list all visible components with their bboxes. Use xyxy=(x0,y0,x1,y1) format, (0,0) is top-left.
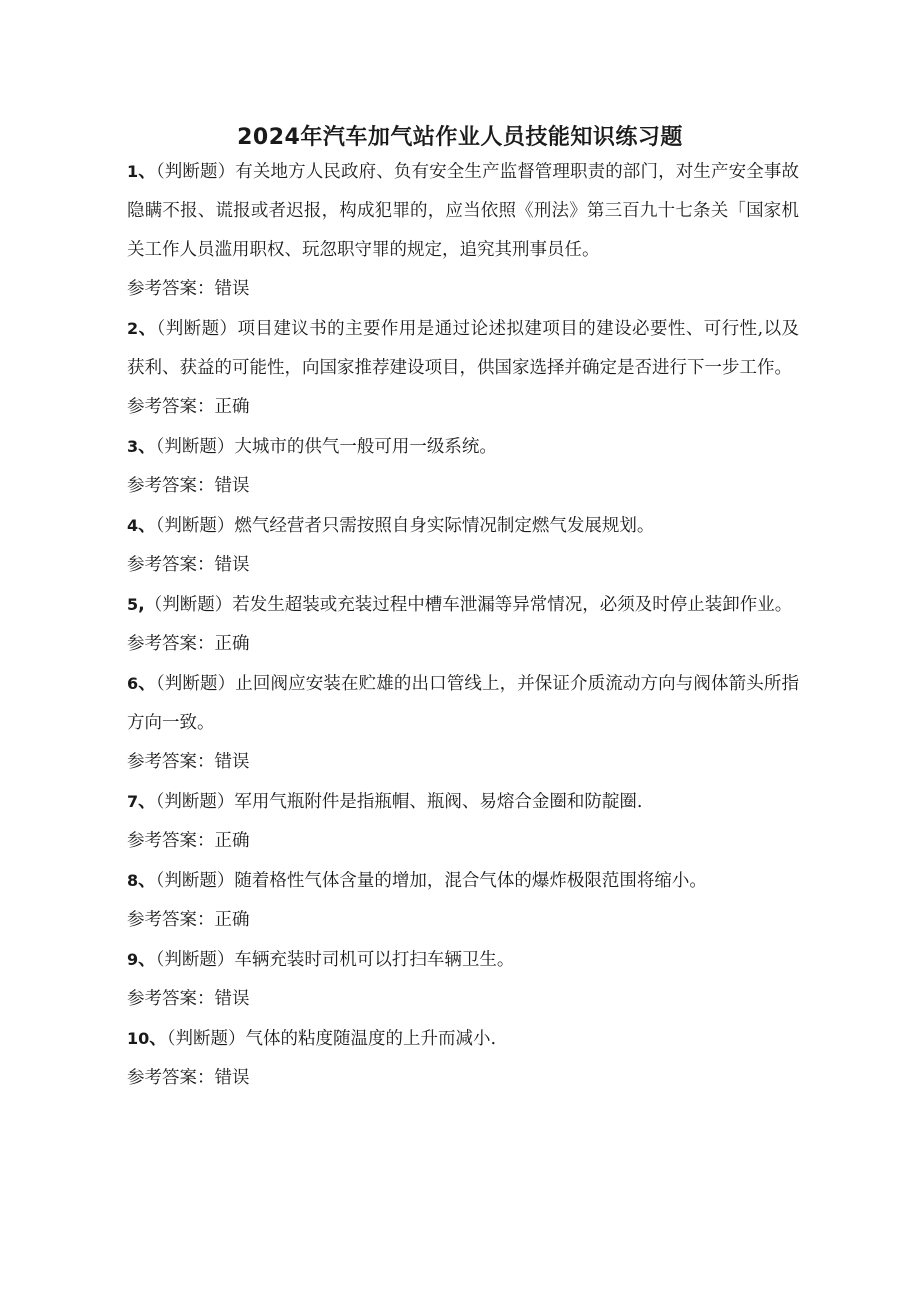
question-separator: 、 xyxy=(138,792,156,812)
question-text: 气体的粘度随温度的上升而减小. xyxy=(245,1029,497,1049)
question-type: （判断题） xyxy=(155,674,236,694)
question-text: 大城市的供气一般可用一级系统。 xyxy=(234,437,497,457)
question-1 xyxy=(127,152,799,270)
question-number: 6 xyxy=(127,674,139,693)
answer-value: 正确 xyxy=(214,831,250,851)
question-separator: 、 xyxy=(138,162,156,182)
question-text: 若发生超装或充装过程中槽车泄漏等异常情况，必须及时停止装卸作业。 xyxy=(232,595,793,615)
answer-label: 参考答案： xyxy=(127,279,215,299)
question-5 xyxy=(127,585,799,625)
question-type: （判断题） xyxy=(156,319,238,339)
question-separator: 、 xyxy=(138,871,156,891)
question-text: 军用气瓶附件是指瓶帽、瓶阀、易熔合金圈和防靛圈. xyxy=(234,792,643,812)
question-separator: 、 xyxy=(138,437,156,457)
page-title: 2024年汽车加气站作业人员技能知识练习题 xyxy=(237,125,683,150)
question-number: 2 xyxy=(127,319,139,338)
answer-value: 正确 xyxy=(214,910,250,930)
question-7 xyxy=(127,782,799,822)
question-separator: 、 xyxy=(149,1029,167,1049)
question-number: 10 xyxy=(127,1029,150,1048)
question-number: 3 xyxy=(127,437,139,456)
question-text: 项目建议书的主要作用是通过论述拟建项目的建设必要性、可行性,以及获利、获益的可能性，向国家推荐建设项目，供国家选择并确定是否进行下一步工作。 xyxy=(127,319,800,378)
answer-label: 参考答案： xyxy=(127,989,215,1009)
question-separator: 、 xyxy=(138,950,156,970)
answer-label: 参考答案： xyxy=(127,555,215,575)
question-number: 9 xyxy=(127,950,139,969)
answer-label: 参考答案： xyxy=(127,910,215,930)
answer-value: 错误 xyxy=(214,279,250,299)
question-text: 有关地方人民政府、负有安全生产监督管理职责的部门，对生产安全事故隐瞒不报、谎报或者迟报，构成犯罪的，应当依照《刑法》第三百九十七条关「国家机关工作人员滥用职权、玩忽职守罪的规定，追究其刑事员任。 xyxy=(127,162,800,260)
question-text: 燃气经营者只需按照自身实际情况制定燃气发展规划。 xyxy=(234,516,655,536)
answer-8 xyxy=(127,901,799,940)
question-9 xyxy=(127,940,799,980)
question-4 xyxy=(127,506,799,546)
question-separator: 、 xyxy=(138,319,157,339)
answer-9 xyxy=(127,980,799,1019)
answer-1 xyxy=(127,270,799,309)
question-type: （判断题） xyxy=(155,871,235,891)
question-list xyxy=(127,152,799,1098)
answer-value: 错误 xyxy=(214,476,250,496)
answer-label: 参考答案： xyxy=(127,634,215,654)
question-8 xyxy=(127,861,799,901)
question-separator: 、 xyxy=(138,516,156,536)
answer-10 xyxy=(127,1059,799,1098)
question-text: 车辆充装时司机可以打扫车辆卫生。 xyxy=(234,950,515,970)
question-type: （判断题） xyxy=(155,437,235,457)
question-type: （判断题） xyxy=(144,595,233,615)
question-text: 止回阀应安装在贮雄的出口管线上，并保证介质流动方向与阀体箭头所指方向一致。 xyxy=(127,674,800,733)
answer-value: 错误 xyxy=(214,555,250,575)
question-type: （判断题） xyxy=(155,162,236,182)
answer-label: 参考答案： xyxy=(127,831,215,851)
question-number: 1 xyxy=(127,162,139,181)
answer-value: 正确 xyxy=(214,397,250,417)
answer-5 xyxy=(127,625,799,664)
question-type: （判断题） xyxy=(155,950,235,970)
answer-label: 参考答案： xyxy=(127,1068,215,1088)
question-text: 随着格性气体含量的增加，混合气体的爆炸极限范围将缩小。 xyxy=(234,871,707,891)
question-number: 8 xyxy=(127,871,139,890)
answer-3 xyxy=(127,467,799,506)
question-6 xyxy=(127,664,799,743)
answer-value: 正确 xyxy=(214,634,250,654)
question-2 xyxy=(127,309,799,388)
question-separator: 、 xyxy=(138,674,156,694)
question-number: 5 xyxy=(127,595,139,614)
question-10 xyxy=(127,1019,799,1059)
answer-value: 错误 xyxy=(214,752,250,772)
question-separator: , xyxy=(138,595,145,615)
question-type: （判断题） xyxy=(166,1029,246,1049)
question-type: （判断题） xyxy=(155,516,235,536)
answer-7 xyxy=(127,822,799,861)
answer-value: 错误 xyxy=(214,989,250,1009)
answer-label: 参考答案： xyxy=(127,476,215,496)
answer-6 xyxy=(127,743,799,782)
answer-2 xyxy=(127,388,799,427)
answer-value: 错误 xyxy=(214,1068,250,1088)
question-number: 4 xyxy=(127,516,139,535)
answer-4 xyxy=(127,546,799,585)
question-type: （判断题） xyxy=(155,792,235,812)
answer-label: 参考答案： xyxy=(127,752,215,772)
answer-label: 参考答案： xyxy=(127,397,215,417)
question-number: 7 xyxy=(127,792,139,811)
question-3 xyxy=(127,427,799,467)
